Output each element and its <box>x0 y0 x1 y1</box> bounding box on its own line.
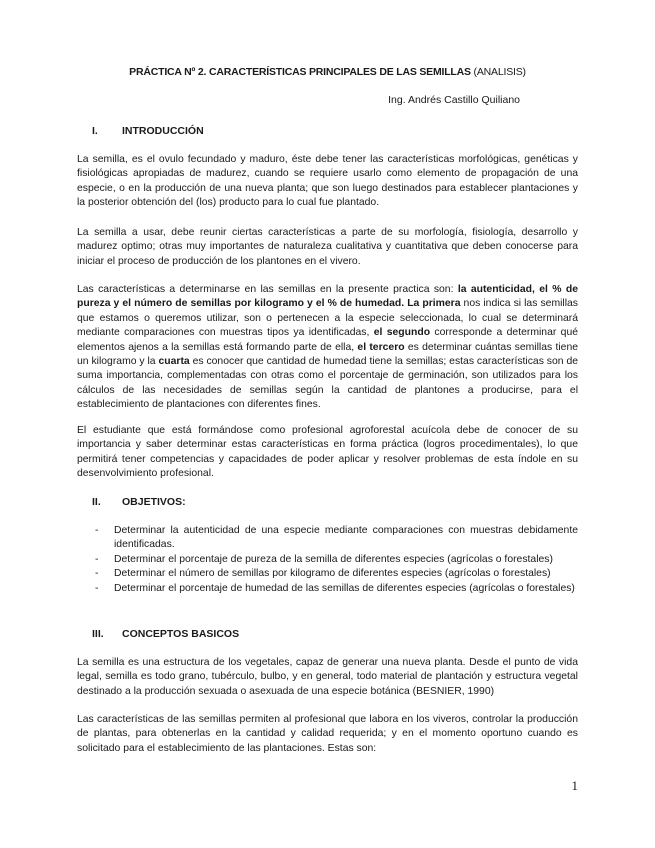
bullet-dash: - <box>95 582 99 594</box>
document-title <box>77 66 578 78</box>
section-heading-introduccion <box>92 125 204 137</box>
text-run: es determinar cuántas semillas tiene un kilogramo y la <box>77 341 578 368</box>
list-item <box>92 582 578 596</box>
list-item-text: Determinar el porcentaje de pureza de la semilla de diferentes especies (agrícolas o forestales) <box>114 553 553 565</box>
title-main: PRÁCTICA Nº 2. CARACTERÍSTICAS PRINCIPALES DE LAS SEMILLAS <box>129 66 471 78</box>
bold-run: la autenticidad, el % de pureza y el número de semillas por kilogramo y el % de humedad <box>77 284 578 310</box>
intro-paragraph-4: El estudiante que está formándose como profesional agroforestal acuícola debe de conocer de su importancia y saber determinar estas características en forma práctica (logros procedimentales), lo que permitirá tener competencias y capacidades de poder aplicar y resolver problemas de esta índole en su desenvolvimiento profesional. <box>77 425 578 480</box>
concepts-paragraph-2: Las características de las semillas permiten al profesional que labora en los viveros, controlar la producción de plantas, para obtenerlas en la cantidad y calidad requerida; y en el momento oportuno cuando es solicitado para el establecimiento de las plantaciones. Estas son: <box>77 714 578 754</box>
section-title: INTRODUCCIÓN <box>122 125 204 137</box>
section-heading-objetivos <box>92 496 186 508</box>
text-run: Las características a determinarse en las semillas en la presente practica son: <box>77 284 458 295</box>
section-title: OBJETIVOS: <box>122 496 186 508</box>
objectives-list <box>92 524 578 596</box>
list-item <box>92 567 578 581</box>
text-run: es conocer que cantidad de humedad tiene la semillas; estas características son de suma importancia, complementadas con otras como el porcentaje de germinación, son utilizados para los cálculos de las necesidades de semillas según la cantidad de plantones a producirse, para el establecimiento de plantaciones con diferentes fines. <box>77 356 579 411</box>
bold-run: el tercero <box>357 341 405 353</box>
bullet-dash: - <box>95 568 99 580</box>
section-number: III. <box>92 628 104 640</box>
page-number: 1 <box>571 778 578 793</box>
intro-paragraph-2: La semilla a usar, debe reunir ciertas características a parte de su morfología, fisiología, desarrollo y madurez optimo; otras muy importantes de naturaleza cualitativa y cuantitativa que deben conocerse para iniciar el proceso de producción de los plantones en el vivero. <box>77 227 578 267</box>
intro-paragraph-3 <box>77 283 578 413</box>
bold-run: cuarta <box>158 356 190 368</box>
list-item <box>92 553 578 567</box>
bullet-dash: - <box>95 525 99 536</box>
list-item-text: Determinar el porcentaje de humedad de las semillas de diferentes especies (agrícolas o forestales) <box>114 582 575 594</box>
bold-run: La primera <box>407 298 461 310</box>
text-run: corresponde a determinar qué elementos ajenos a la semillas está formando parte de ella, <box>77 327 578 353</box>
text-run: nos indica si las semillas que estamos o queremos utilizar, son o pertenecen a la especie seleccionada, lo cual se determinará mediante comparaciones con muestras tipos ya identificadas, <box>77 298 578 339</box>
list-item-text: Determinar el número de semillas por kilogramo de diferentes especies (agrícolas o forestales) <box>114 568 551 580</box>
list-item <box>92 524 578 553</box>
section-heading-conceptos-basicos <box>92 628 239 640</box>
author: Ing. Andrés Castillo Quiliano <box>388 94 520 106</box>
list-item-text: Determinar la autenticidad de una especie mediante comparaciones con muestras debidamente identificadas. <box>114 525 578 551</box>
section-number: I. <box>92 125 98 137</box>
section-number: II. <box>92 496 101 508</box>
bold-run: . <box>401 298 408 310</box>
intro-paragraph-1: La semilla, es el ovulo fecundado y maduro, éste debe tener las características morfológicas, genéticas y fisiológicas apropiadas de madurez, cuando se requiere usarlo como elemento de propagación de una especie, o en la producción de una nueva planta; que son luego destinados para establecer plantaciones y la posterior obtención del (los) producto para lo cual fue plantado. <box>77 154 578 209</box>
concepts-paragraph-1: La semilla es una estructura de los vegetales, capaz de generar una nueva planta. Desde el punto de vida legal, semilla es todo grano, tubérculo, bulbo, y en general, todo material de plantación y estructura vegetal destinado a la producción sexuada o asexuada de una especie botánica (BESNIER, 1990) <box>77 657 578 697</box>
section-title: CONCEPTOS BASICOS <box>122 628 240 640</box>
bold-run: el segundo <box>373 327 431 339</box>
bullet-dash: - <box>95 553 99 565</box>
title-suffix: (ANALISIS) <box>470 66 526 78</box>
